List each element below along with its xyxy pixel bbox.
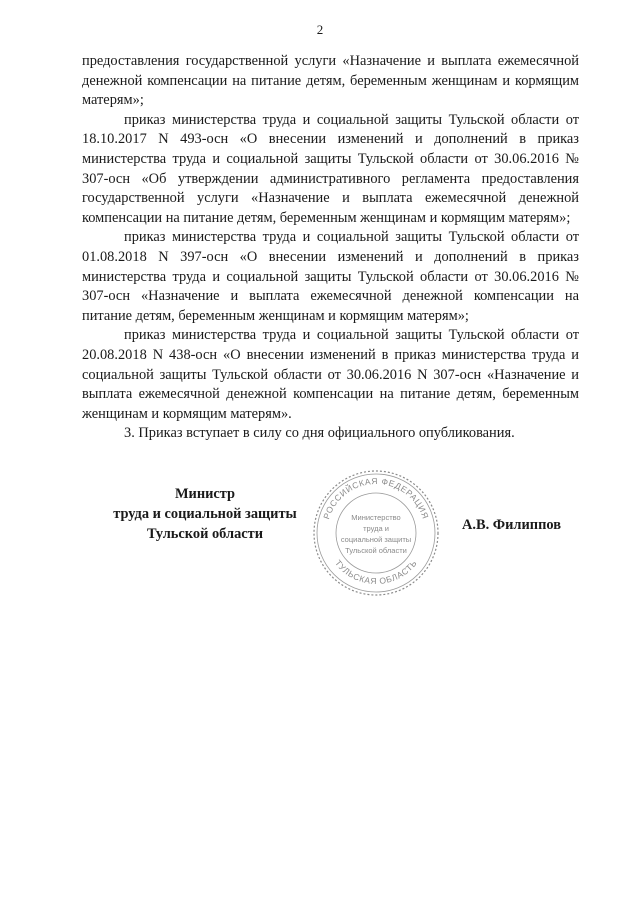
- seal-inner-line1: Министерство: [351, 513, 401, 522]
- seal-ring: [317, 474, 435, 592]
- signatory-title-line1: Министр: [174, 486, 236, 502]
- document-body: [82, 52, 579, 444]
- paragraph-effective-date: 3. Приказ вступает в силу со дня официального опубликования.: [124, 425, 515, 442]
- signatory-title-line2: труда и социальной защиты: [113, 506, 297, 522]
- paragraph-continuation: предоставления государственной услуги «Назначение и выплата ежемесячной денежной компенсации на питание детям, беременным женщинам и кормящим матерям»;: [82, 53, 579, 109]
- signatory-title: [100, 484, 310, 544]
- paragraph-order-2018-397: приказ министерства труда и социальной защиты Тульской области от 01.08.2018 N 397-осн «О внесении изменений и дополнений в приказ министерства труда и социальной защиты Тульской области от 30.06.2016 № 307-осн «Назначение и выплата ежемесячной денежной компенсации на питание детям, беременным женщинам и кормящим матерям»;: [82, 229, 579, 324]
- signatory-title-line3: Тульской области: [146, 526, 264, 542]
- paragraph-order-2017: приказ министерства труда и социальной защиты Тульской области от 18.10.2017 N 493-осн «О внесении изменений и дополнений в приказ министерства труда и социальной защиты Тульской области от 30.06.2016 № 307-осн «Об утверждении административного регламента предоставления государственной услуги «Назначение и выплата ежемесячной денежной компенсации на питание детям, беременным женщинам и кормящим матерям»;: [82, 111, 579, 226]
- seal-text-top: РОССИЙСКАЯ ФЕДЕРАЦИЯ: [321, 475, 431, 521]
- page-number: 2: [316, 22, 324, 37]
- seal-inner-line4: Тульской области: [345, 546, 407, 555]
- paragraph-order-2018-438: приказ министерства труда и социальной защиты Тульской области от 20.08.2018 N 438-осн «О внесении изменений в приказ министерства труда и социальной защиты Тульской области от 30.06.2016 N 307-осн «Назначение и выплата ежемесячной денежной компенсации на питание детям, беременным женщинам и кормящим матерям».: [82, 327, 579, 422]
- signatory-name: А.В. Филиппов: [462, 517, 561, 533]
- seal-inner-line2: труда и: [363, 524, 389, 533]
- official-seal: [311, 468, 441, 598]
- seal-text-bottom: ТУЛЬСКАЯ ОБЛАСТЬ: [333, 557, 419, 587]
- seal-inner-ring: [336, 493, 416, 573]
- seal-inner-line3: социальной защиты: [340, 535, 412, 544]
